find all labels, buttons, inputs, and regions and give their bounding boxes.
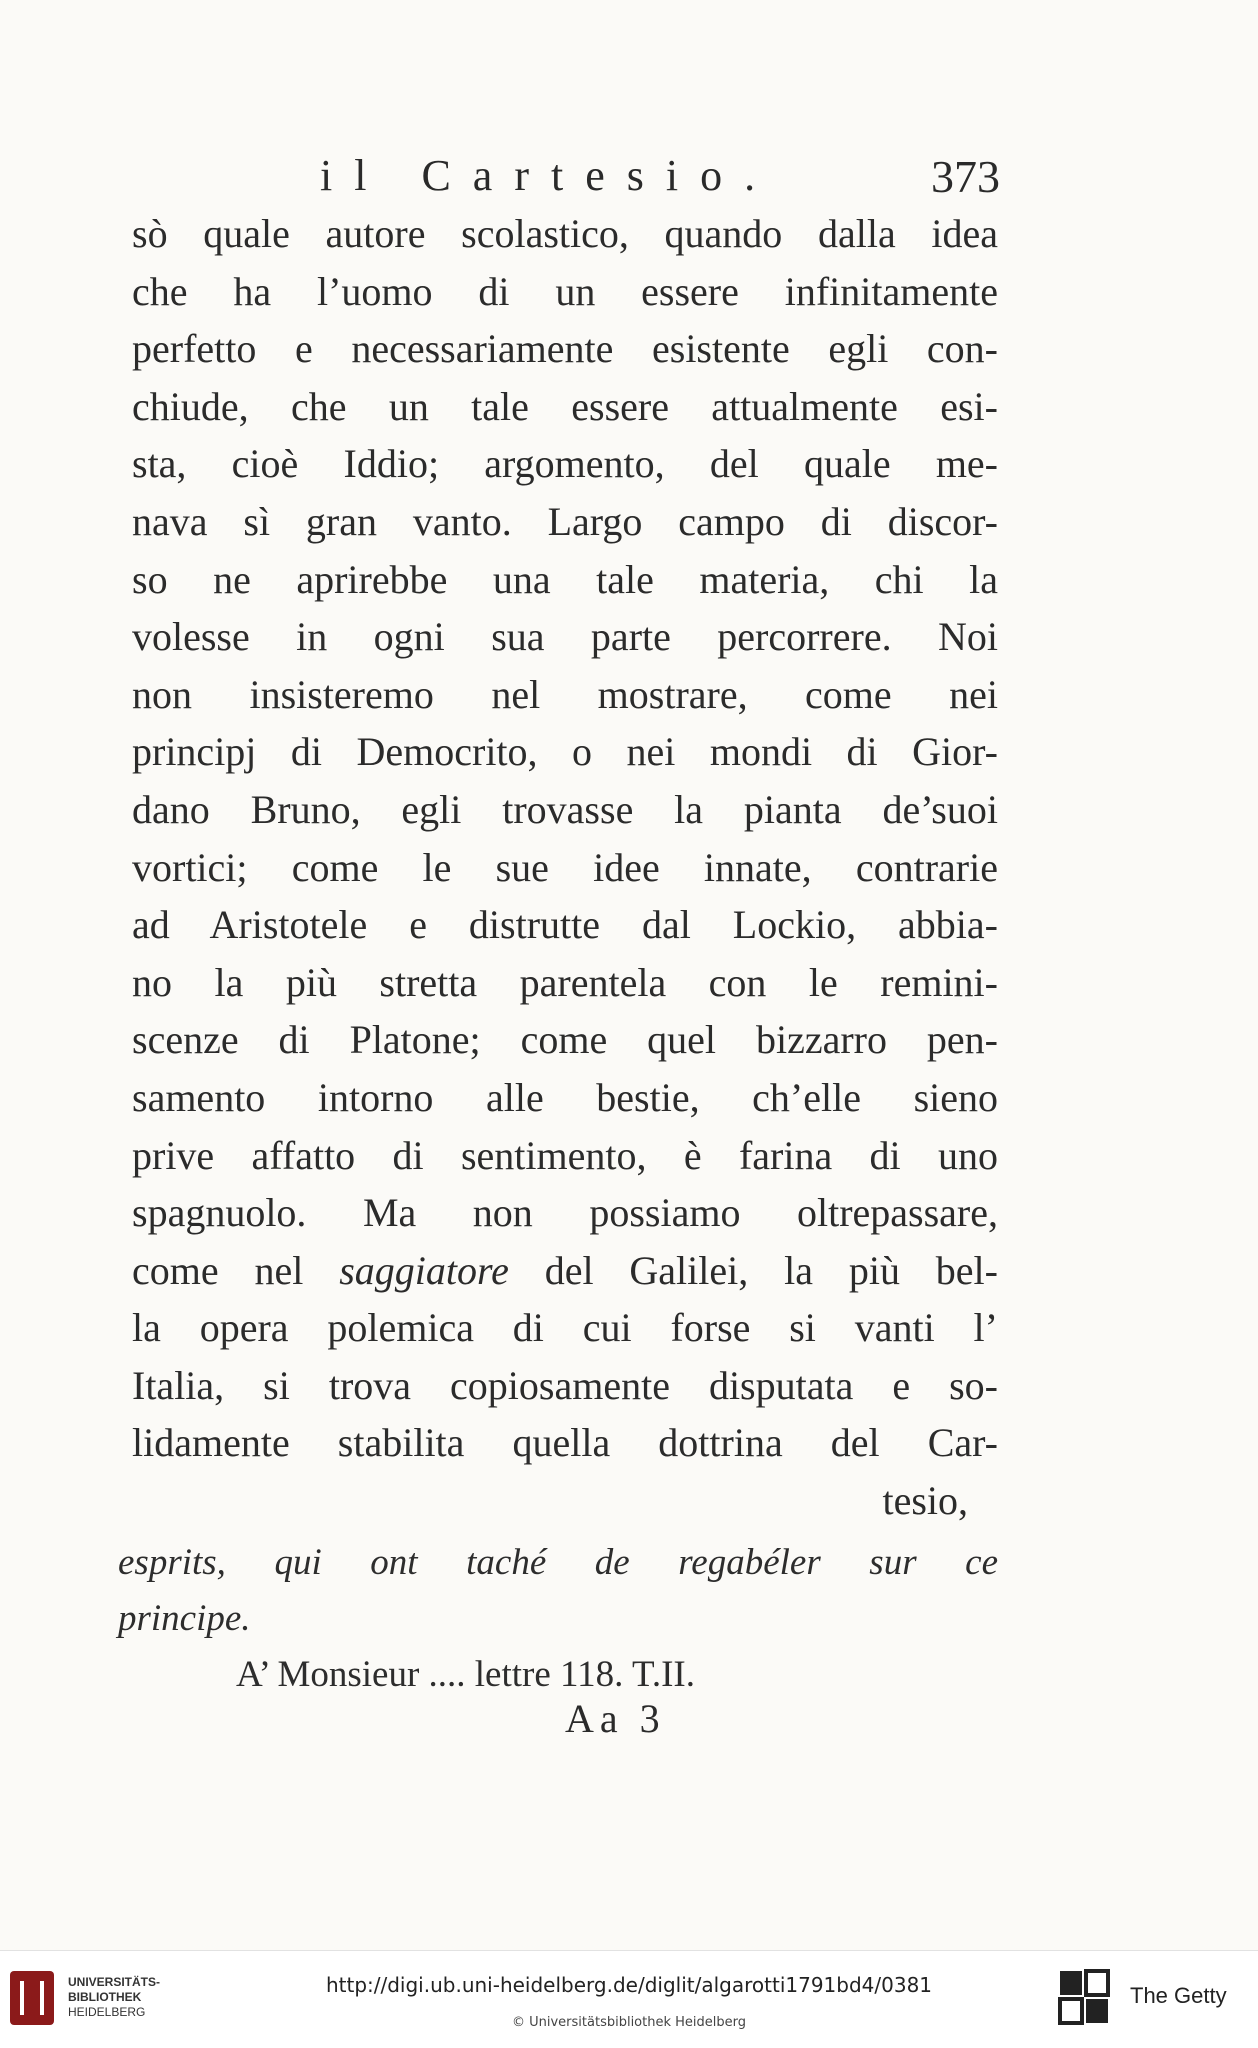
body-text (132, 205, 998, 1530)
text-line: vortici; come le sue idee innate, contrarie (132, 844, 998, 890)
text-line: non insisteremo nel mostrare, come nei (132, 671, 998, 717)
text-line: chiude, che un tale essere attualmente esi- (132, 383, 998, 429)
footnote (118, 1535, 998, 1703)
text-line: principj di Democrito, o nei mondi di Gior- (132, 729, 998, 775)
text-line: volesse in ogni sua parte percorrere. Noi (132, 614, 998, 660)
running-title: il Cartesio. (320, 151, 778, 200)
text-line: nava sì gran vanto. Largo campo di discor- (132, 498, 998, 544)
text-line: scenze di Platone; come quel bizzarro pen- (132, 1017, 998, 1063)
text-line: che ha l’uomo di un essere infinitamente (132, 268, 998, 314)
text-line: so ne aprirebbe una tale materia, chi la (132, 556, 998, 602)
institution-line: BIBLIOTHEK (68, 1990, 142, 2004)
text-line: sò quale autore scolastico, quando dalla idea (132, 211, 998, 256)
permalink-url[interactable]: http://digi.ub.uni-heidelberg.de/diglit/algarotti1791bd4/0381 (325, 1973, 933, 1997)
signature-mark: Aa 3 (565, 1696, 666, 1741)
institution-line: HEIDELBERG (68, 2005, 146, 2019)
text-line: lidamente stabilita quella dottrina del Car- (132, 1420, 998, 1466)
text-line: Italia, si trova copiosamente disputata e so- (132, 1362, 998, 1408)
text-line: no la più stretta parentela con le remini- (132, 959, 998, 1005)
getty-logo-icon (1058, 1969, 1110, 2025)
copyright-notice: © Universitätsbibliothek Heidelberg (511, 2015, 746, 2030)
text-line (132, 1242, 998, 1300)
text-line: perfetto e necessariamente esistente egli con- (132, 326, 998, 372)
footnote-reference: A’ Monsieur .... lettre 118. T.II. (236, 1654, 695, 1695)
text-line: la opera polemica di cui forse si vanti l’ (132, 1305, 998, 1351)
text-line: samento intorno alle bestie, ch’elle sieno (132, 1074, 998, 1120)
running-head (130, 150, 1000, 206)
text-line: dano Bruno, egli trovasse la pianta de’suoi (132, 786, 998, 832)
footnote-line: esprits, qui ont taché de regabéler sur ce (118, 1542, 998, 1583)
footnote-line: principe. (118, 1598, 251, 1639)
footer-bar (0, 1950, 1258, 2048)
text-line: sta, cioè Iddio; argomento, del quale me- (132, 441, 998, 487)
text-line: ad Aristotele e distrutte dal Lockio, abbia- (132, 902, 998, 948)
page-number: 373 (931, 151, 1000, 202)
text-line: prive affatto di sentimento, è farina di uno (132, 1132, 998, 1178)
text-segment: del Galilei, la più bel- (508, 1247, 998, 1293)
italic-title: saggiatore (339, 1247, 509, 1293)
catchword: tesio, (882, 1478, 968, 1524)
text-segment: come nel (132, 1247, 340, 1293)
partner-name: The Getty (1130, 1983, 1227, 2008)
institution-line: UNIVERSITÄTS- (68, 1975, 161, 1989)
text-line: spagnuolo. Ma non possiamo oltrepassare, (132, 1190, 998, 1236)
